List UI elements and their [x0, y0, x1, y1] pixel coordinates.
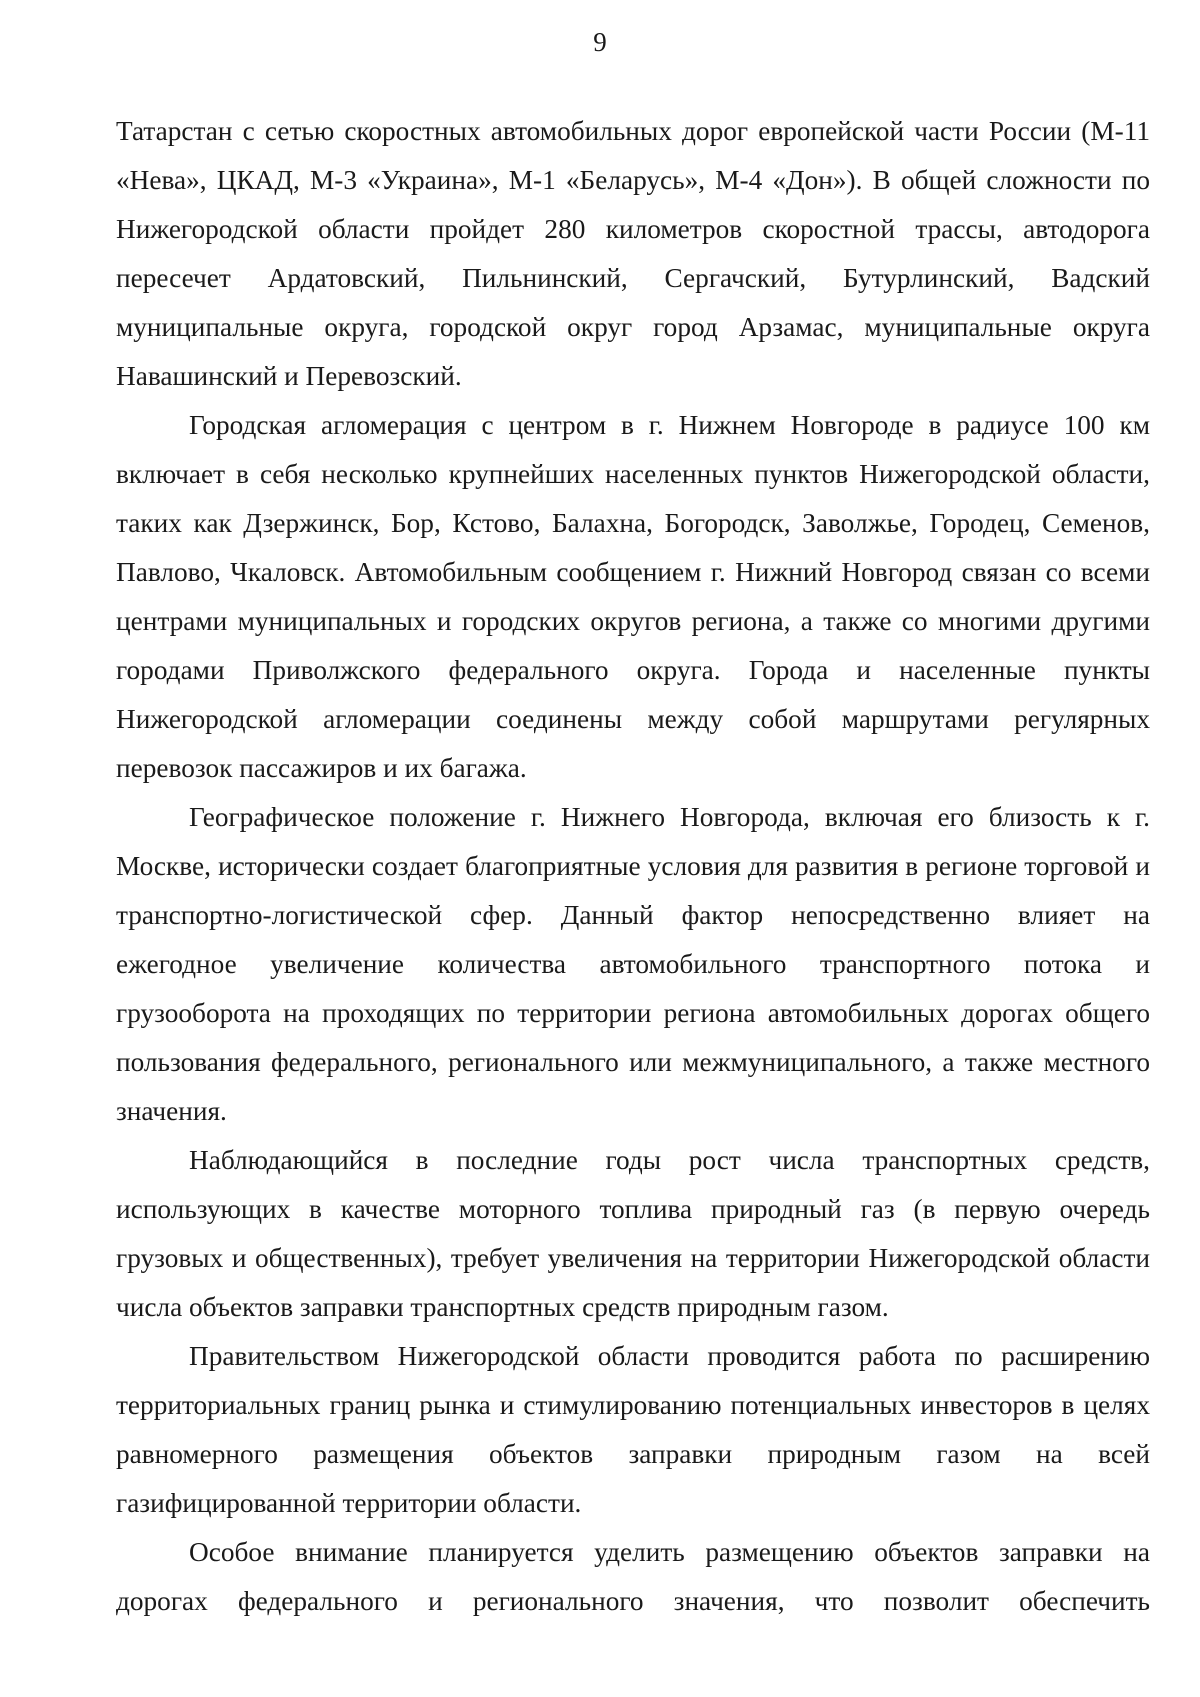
page-number: 9 — [593, 27, 607, 57]
paragraph-gas-vehicles: Наблюдающийся в последние годы рост числа транспортных средств, использующих в качестве моторного топлива природный газ (в первую очередь грузовых и общественных), требует увеличения на территории Нижегородской области числа объектов заправки транспортных средств природным газом. — [116, 1145, 1150, 1322]
paragraph-special-attention: Особое внимание планируется уделить размещению объектов заправки на дорогах федерального и регионального значения, что позволит обеспечить — [116, 1537, 1150, 1616]
paragraph-continuation: Татарстан с сетью скоростных автомобильных дорог европейской части России (М-11 «Нева», ЦКАД, М-3 «Украина», М-1 «Беларусь», М-4 «Дон»). В общей сложности по Нижегородской области пройдет 280 километров скоростной трассы, автодорога пересечет Ардатовский, Пильнинский, Сергачский, Бутурлинский, Вадский муниципальные округа, городской округ город Арзамас, муниципальные округа Навашинский и Перевозский. — [116, 116, 1150, 391]
document-body — [116, 107, 1150, 1626]
paragraph-geography: Географическое положение г. Нижнего Новгорода, включая его близость к г. Москве, исторически создает благоприятные условия для развития в регионе торговой и транспортно-логистической сфер. Данный фактор непосредственно влияет на ежегодное увеличение количества автомобильного транспортного потока и грузооборота на проходящих по территории региона автомобильных дорогах общего пользования федерального, регионального или межмуниципального, а также местного значения. — [116, 802, 1150, 1126]
paragraph-agglomeration: Городская агломерация с центром в г. Нижнем Новгороде в радиусе 100 км включает в себя несколько крупнейших населенных пунктов Нижегородской области, таких как Дзержинск, Бор, Кстово, Балахна, Богородск, Заволжье, Городец, Семенов, Павлово, Чкаловск. Автомобильным сообщением г. Нижний Новгород связан со всеми центрами муниципальных и городских округов региона, а также со многими другими городами Приволжского федерального округа. Города и населенные пункты Нижегородской агломерации соединены между собой маршрутами регулярных перевозок пассажиров и их багажа. — [116, 410, 1150, 783]
paragraph-government-work: Правительством Нижегородской области проводится работа по расширению территориальных границ рынка и стимулированию потенциальных инвесторов в целях равномерного размещения объектов заправки природным газом на всей газифицированной территории области. — [116, 1341, 1150, 1518]
